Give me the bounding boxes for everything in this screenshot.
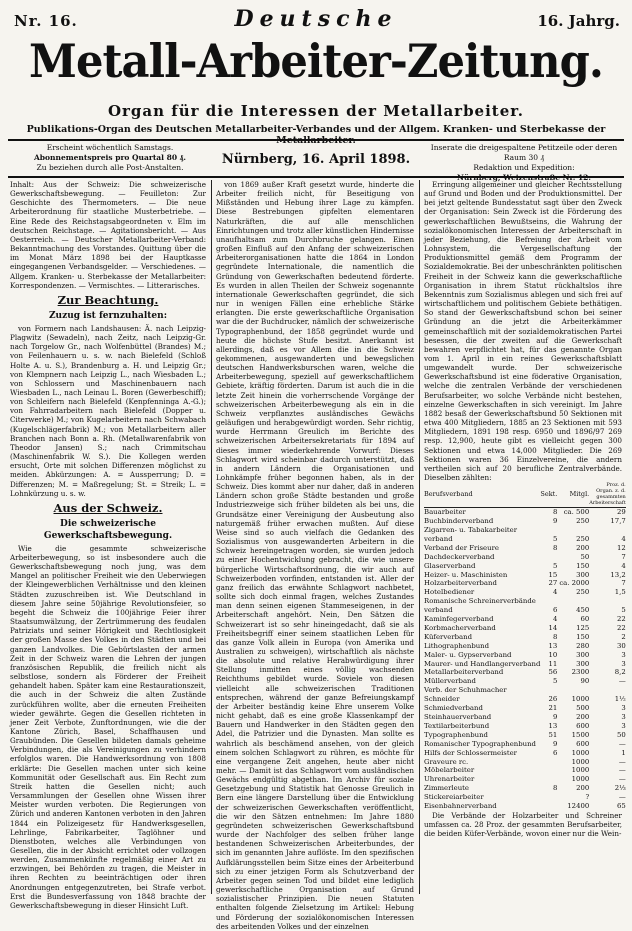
- table-cell: Bauarbeiter: [424, 508, 466, 517]
- table-cell: Schneider: [424, 695, 460, 704]
- column-3: [424, 180, 626, 894]
- table-cell: —: [618, 793, 626, 802]
- table-cell: 56: [548, 668, 558, 677]
- table-cell: Heizer- u. Maschinisten: [424, 570, 508, 579]
- table-cell: —: [618, 677, 626, 686]
- table-cell: ca. 2000: [559, 579, 590, 588]
- table-cell: 1,5: [614, 588, 626, 597]
- table-cell: 5: [621, 606, 626, 615]
- table-cell: 90: [580, 677, 590, 686]
- table-cell: 12: [616, 543, 626, 552]
- table-cell: verband: [424, 534, 453, 543]
- info-appearance: Erscheint wöchentlich Samstags.: [46, 143, 174, 152]
- table-cell: Möbelarbeiter: [424, 766, 475, 775]
- table-row: [424, 677, 626, 686]
- header-rule: [8, 139, 624, 141]
- table-cell: 1000: [571, 748, 590, 757]
- table-cell: 27: [548, 579, 558, 588]
- volume-year: 16. Jahrg.: [537, 12, 620, 30]
- table-row: [424, 624, 626, 633]
- table-cell: Glaserverband: [424, 561, 476, 570]
- table-cell: 200: [576, 713, 590, 721]
- table-cell: 1000: [571, 775, 590, 784]
- issue-date: Nürnberg, 16. April 1898.: [221, 152, 411, 167]
- table-row: [424, 606, 626, 615]
- article-continuation: von 1869 außer Kraft gesetzt wurde, hinderte die Arbeiter freilich nicht, für Beseitigung von Mißständen und Hebung ihrer Lage zu kämpfen. Diese Bestrebungen gipfelten elementaren Naturkräften, die auf alle menschlichen Einrichtungen und trotz aller künstlichen Hindernisse unaufhaltsam zum Durchbruche gelangen. Einen großen Einfluß auf den Anfang der schweizerischen Arbeiterorganisationen hatte die 1864 in London gegründete Internationale, die namentlich die Gründung von Gewerkschaften bedeutend förderte. Es wurden in allen Theilen der Schweiz sogenannte internationale Gewerkschaften gegründet, die sich nur in wenigen Fällen eine erhebliche Stärke erlangten. Die erste gewerkschaftliche Organisation war die der Buchdrucker, nämlich der schweizerische Typographenbund, der 1858 gegründet wurde und heute die höchste Stufe besitzt. Anerkannt ist allerdings, daß es vor Allem die in die Schweiz gekommenen, ausgewanderten und bewegslichen deutschen Handwerksburschen waren, welche die Arbeiterbewegung, speziell auf gewerkschaftlichem Gebiete, kräftig förderten. Darum ist auch die in die letzte Zeit hinein die vorherrschende Vorgänge der schweizerischen Arbeiterbewegung als ein in die Schweiz verpflanztes ausländisches Gewächs geläufigen und herabgewürdigt worden. Sehr richtig, wurde Herrmann Greulich im Berichte des schweizerischen Arbeitersekretariats für 1894 auf dieses immer wiederkehrende Vorwurf: Dieses Schlagwort wird scheinbar dadurch unterstützt, daß in andern Ländern die Organisationen und Lohnkämpfe früher begonnen haben, als in der Schweiz. Dies kommt aber nur daher, daß in anderen Ländern schon große Städte bestanden und große Industriezweige sich früher bildeten als bei uns, die Grundsätze einer Vereinigung der Ausbeutung also naturgemäß früher erwachen mußten. Auf diese Weise sind so auch vielfach die Gedanken des Sozialismus von ausgewanderten Arbeitern in die Schweiz hereingetragen worden, sie wurden jedoch zu einer Hochentwicklung gebracht, die wie unsere bürgerliche Wirtschaftsordnung, die wir auch auf Schweizerboden vorfinden, entstanden ist. Aller der ganz freilich das erwähnte Schlagwort nachbetet, sollte sich doch einmal fragen, welches Zustandes man denn seinen eigenen Stammeseigenen, in der Arbeiterschaft angehört. Nein, Den Sätzen die Schweizerart ist so sehr hineingedacht, daß sie als Freiheitsbegriff einer seinem staatlichen Leben für das ganze Volk allein in Europa (von Amerika und Australien zu schweigen), wirtschaftlich als nächste die absolute und relative Herabwürdigung ihrer Stellung inmitten eines völlig wachsenden Reichthums gebildet wurde. Soviele von diesen vielleicht alle schweizerischen Traditionen entsprechen, während der ganze Befreiungskampf der Arbeiter beständig keine Ehre unserem Volke nicht gehabt, daß es eine große Klassenkampf der Bauern und Handwerker in den Städten gegen den Adel, die Patrizier und die Dynasten. Man sollte es wahrlich als beschämend ansehen, von der gleich einem solchen Schlagwort zu rühren, es möchte für eine vergangene Zeit angehen, heute aber nicht mehr. — Damit ist das Schlagwort vom ausländischen Gewächs endgültig abgethan. Im Archiv für soziale Gesetzgebung und Statistik hat Genosse Greulich in Bern eine längere Darstellung über die Entwicklung der schweizerischen Gewerkschaften veröffentlicht, die wir den Sätzen entnehmen: Im Jahre 1880 gegründeten schweizerischen Gewerkschaftsbund wurde der Nachfolger des selben früher lange bestandenen Schweizerischen Arbeiterbundes, der sich im genannten Jahre auflöste. Im den spezifischen Aufklärungsstellen beim Sitze eines der Arbeiterbund sich zu einer jetzigen Form als Schutzverband der Arbeiter gegen seinen Tod und bildet eine lediglich gewerkschaftliche Organisation auf Grund sozialistischer Prinzipien. Die neuen Statuten enthalten folgende Zielsetzung im Artikel: Hebung und Förderung der sozialökonomischen Interessen des arbeitenden Volkes und der einzelnen: [216, 180, 414, 931]
- table-cell: 280: [576, 641, 590, 650]
- table-cell: 600: [576, 739, 590, 748]
- article-text-3b: Die Verbände der Holzarbeiter und Schreiner umfassen ca. 28 Proz. der gesammten Berufsarbeiter, die beiden Küfer-Verbände, wovon einer nur die Wein-: [424, 810, 622, 839]
- table-cell: 450: [576, 606, 590, 615]
- table-cell: 2300: [571, 668, 590, 677]
- table-cell: 500: [576, 704, 590, 713]
- table-cell: 50: [580, 552, 590, 561]
- table-cell: 9: [552, 739, 558, 748]
- table-cell: 10: [548, 650, 558, 659]
- table-cell: Küferverband: [424, 632, 472, 641]
- table-row: [424, 758, 626, 767]
- column-2: [216, 180, 414, 931]
- table-row: [424, 544, 626, 553]
- table-cell: 3: [621, 650, 626, 659]
- table-header: Proz. d. Organ. z. d. gesammten Arbeiterschaft: [589, 482, 626, 507]
- table-row: [424, 588, 626, 597]
- table-cell: Hotelbediener: [424, 588, 475, 597]
- table-cell: Kaminfegerverband: [424, 615, 494, 624]
- table-cell: ca. 500: [563, 508, 590, 517]
- table-header: Mitgl.: [557, 482, 589, 508]
- table-cell: [540, 553, 557, 562]
- table-cell: 250: [576, 517, 590, 526]
- info-redaktion: Redaktion und Expedition:: [473, 163, 575, 172]
- column-divider-1: [211, 180, 212, 894]
- table-cell: 2⅓: [614, 784, 626, 793]
- table-row: [424, 615, 626, 624]
- table-cell: 200: [576, 784, 590, 793]
- table-row: [424, 713, 626, 722]
- table-row: [424, 562, 626, 571]
- table-cell: 300: [576, 650, 590, 659]
- table-cell: 1500: [571, 730, 590, 739]
- table-cell: [540, 793, 557, 802]
- table-cell: 6: [552, 606, 558, 615]
- table-row: [424, 802, 626, 811]
- table-cell: 9: [552, 517, 558, 526]
- table-cell: Graveure rc.: [424, 757, 469, 766]
- info-inserate: Inserate die dreigespaltene Petitzeile oder deren Raum 30 ₰: [430, 143, 618, 162]
- table-row: [424, 660, 626, 669]
- table-cell: 200: [576, 543, 590, 552]
- masthead-subtitle: Organ für die Interessen der Metallarbeiter.: [107, 102, 525, 120]
- table-cell: Verb. der Schuhmacher: [424, 686, 507, 695]
- table-cell: 4: [552, 615, 558, 624]
- table-cell: Maler- u. Gypserverband: [424, 650, 512, 659]
- table-row: [424, 749, 626, 758]
- table-header: Berufsverband: [424, 482, 540, 508]
- table-cell: 1000: [571, 695, 590, 704]
- table-cell: 600: [576, 721, 590, 730]
- table-cell: 2: [621, 632, 626, 641]
- table-row: [424, 535, 626, 544]
- table-cell: 12400: [567, 802, 590, 811]
- table-row: [424, 651, 626, 660]
- table-cell: 150: [576, 561, 590, 570]
- table-cell: 125: [576, 623, 590, 632]
- table-row: [424, 579, 626, 588]
- table-cell: Romanischer Typographenbund: [424, 739, 536, 748]
- table-cell: 21: [548, 704, 558, 713]
- table-cell: [540, 802, 557, 811]
- article-title: Aus der Schweiz.: [53, 500, 163, 515]
- table-cell: 4: [621, 561, 626, 570]
- table-cell: 5: [552, 534, 558, 543]
- info-post: Zu beziehen durch alle Post-Anstalten.: [36, 163, 184, 172]
- table-cell: —: [618, 775, 626, 784]
- table-cell: 300: [576, 659, 590, 668]
- article-text: Wie die gesammte schweizerische Arbeiterbewegung, so ist insbesondere auch die Gewerkschaftsbewegung noch jung, was dem Mangel an politischer Freiheit wie den Ueberwiegen der Kleingewerblichen Verhältnisse und den kleinen Städten zuzuschreiben ist. Wie Deutschland in diesem Jahre seine 50jährige Revolutionsfeier, so begeht die Schweiz die 100jährige Feier ihrer Staatsumwälzung, der Zertrümmerung des feudalen Patriziats und seiner Hörigkeit und Rechtlosigkeit der großen Masse des Volkes in den Städten und bei ganzen Landvolkes. Die Gebürtslasten der armen Zeit in der Schweiz waren die Lehren der jungen französischen Republik, die freilich nicht als selbstlose, sondern als Förderer der Freiheit gehandelt haben. Später kam eine Restaurationszeit, die auch in der Schweiz die alten Zustände zurückführen wollte, aber die erneuten Freiheiten wieder gewährte. Gegen die Gesellen richteten in jener Zeit Verbote, Zunftordnungen, wie die der Kantone Zürich, Basel, Schaffhausen und Graubünden. Die Gesellen bildeten damals geheime Verbindungen, die als Vereinigungen zu verhindern erfolglos waren. Die Handwerksordnung von 1808 erklärte: Die Gesellen machen unter sich keine Kommunität oder Gesellschaft aus. Ein Recht zum Streik hatten die Gesellen nicht; auch Versammlungen der Gesellen ohne Wissen ihrer Meister wurden verboten. Die Regierungen von Zürich und anderen Kantonen verboten in den Jahren 1844 ein Polizeigesetz für Handwerksgesellen, Lehrlinge, Fabrikarbeiter, Taglöhner und Dienstboten, welches alle Verbindungen von Gesellen, die in der Absicht errichtet oder vollzogen werden, Zusammenkünfte regelmäßig einer Art zu erzwingen, bei Behörden zu tragen, die Meister in ihren Rechten zu beeinträchtigen oder ihren Anordnungen entgegenzutreten, bei Strafe verbot. Erst die Bundesverfassung von 1848 brachte der Gewerkschaftsbewegung in dieser Hinsicht Luft.: [10, 543, 206, 910]
- table-cell: [540, 597, 557, 606]
- table-cell: 1000: [571, 766, 590, 775]
- table-cell: Textilarbeiterbund: [424, 721, 490, 730]
- masthead-top: Deutsche: [234, 6, 398, 32]
- table-cell: Romanische Schreinerverbände: [424, 597, 536, 606]
- table-row: [424, 668, 626, 677]
- table-cell: 4: [552, 588, 558, 597]
- table-cell: 5: [552, 677, 558, 686]
- table-cell: Stickereiarbeiter: [424, 793, 484, 802]
- table-row: [424, 597, 626, 606]
- issue-number: Nr. 16.: [14, 12, 78, 30]
- column-1: [10, 180, 206, 910]
- table-header: Sekt.: [540, 482, 557, 508]
- column-divider-2: [419, 180, 420, 894]
- table-cell: 9: [552, 713, 558, 721]
- article-text-3: Erringung allgemeiner und gleicher Rechtsstellung auf Grund und Boden und der Produktionsmittel. Der bei jetzt geltende Bundesstatut sagt über den Zweck der Organisation: Sein Zweck ist die Förderung des gewerkschaftlichen Bewußtseins, die Wahrung der sozialökonomischen Interessen der Arbeiterschaft in jeder Beziehung, die Befreiung der Arbeit vom Lohnsystem, die Vergesellschaftung der Produktionsmittel gemäß dem Programm der Sozialdemokratie. Bei der unbeschränkten politischen Freiheit in der Schweiz kann die gewerkschaftliche Organisation in ihrem Statut rückhaltslos ihre Bekenntnis zum Sozialismus ablegen und sich frei auf wirtschaftlichem und politischem Gebiete bethätigen. So stand der Gewerkschaftsbund schon bei seiner Gründung an die jetzt die Arbeiterkämmer gemeinschaftlich mit der sozialdemokratischen Partei besessen, die der zweiten auf die Gewerkschaft bewahren verpflichtet hat, für das genannte Organ vom 1. April in ein reines Gewerkschaftsblatt umgewandelt wurde. Der schweizerische Gewerkschaftsbund ist eine föderative Organisation, welche die zentralen Verbände der verschiedenen Berufsarbeiter, wo solche Verbände nicht bestehen, einzelne Gewerkschaften in sich vereinigt. Im Jahre 1882 besaß der Gewerkschaftsbund 50 Sektionen mit etwa 400 Mitgliedern, 1885 an 23 Sektionen mit 593 Mitgliedern, 1891 198 resp. 6950 und 1896/97 269 resp. 12,900, heute gibt es vielleicht gegen 300 Sektionen und etwa 14,000 Mitglieder. Die 269 Sektionen waren 36 Einzelvereine, die andern vertheilen sich auf 20 berufliche Zentralverbände. Dieselben zählten:: [424, 180, 622, 482]
- table-cell: Eisenbahnerverband: [424, 802, 497, 811]
- table-cell: 14: [548, 623, 558, 632]
- masthead-publication-line: Publikations-Organ des Deutschen Metallarbeiter-Verbandes und der Allgem. Kranken- und Sterbekasse der: [26, 124, 606, 135]
- table-cell: 1½: [614, 695, 626, 704]
- table-cell: [540, 686, 557, 695]
- table-cell: Dachdeckerverband: [424, 552, 495, 561]
- table-cell: 3: [621, 659, 626, 668]
- table-cell: 8,2: [614, 668, 626, 677]
- table-cell: [589, 526, 626, 535]
- table-row: [424, 571, 626, 580]
- table-row: [424, 633, 626, 642]
- table-cell: Zigarren- u. Tabakarbeiter: [424, 525, 518, 534]
- table-row: [424, 526, 626, 535]
- table-cell: 13: [548, 641, 558, 650]
- article-subtitle: Die schweizerische Gewerkschaftsbewegung.: [43, 518, 173, 541]
- notice-subtitle: Zuzug ist fernzuhalten:: [48, 310, 168, 321]
- table-cell: 11: [548, 659, 558, 668]
- table-cell: Buchbinderverband: [424, 517, 494, 526]
- table-cell: 300: [576, 570, 590, 579]
- table-cell: 29: [616, 508, 626, 517]
- table-row: [424, 508, 626, 517]
- table-cell: 13: [548, 721, 558, 730]
- table-cell: 65: [616, 802, 626, 811]
- masthead-title: Metall-Arbeiter-Zeitung.: [29, 34, 603, 88]
- table-row: [424, 775, 626, 784]
- table-cell: 4: [621, 534, 626, 543]
- table-cell: 250: [576, 588, 590, 597]
- table-cell: 22: [616, 615, 626, 624]
- table-header-row: [424, 482, 626, 508]
- table-cell: 3: [621, 713, 626, 721]
- table-cell: Lithographenbund: [424, 641, 490, 650]
- table-cell: 26: [548, 695, 558, 704]
- table-cell: Typographenbund: [424, 730, 488, 739]
- membership-table: [424, 482, 626, 811]
- table-cell: Zimmerleute: [424, 784, 469, 793]
- table-cell: 30: [616, 641, 626, 650]
- table-cell: 3: [621, 721, 626, 730]
- table-cell: 50: [616, 730, 626, 739]
- table-cell: 8: [552, 508, 558, 517]
- table-cell: Steinhauerverband: [424, 713, 492, 721]
- table-cell: 51: [548, 730, 558, 739]
- table-cell: 22: [616, 623, 626, 632]
- table-cell: Holzarbeiterverband: [424, 579, 497, 588]
- table-cell: [540, 766, 557, 775]
- table-cell: Hilfs der Schlossermeister: [424, 748, 517, 757]
- table-cell: [540, 775, 557, 784]
- table-cell: Maurer- und Handlangerverband: [424, 659, 541, 668]
- notice-title: Zur Beachtung.: [57, 292, 159, 307]
- table-cell: [540, 758, 557, 767]
- notice-text: von Formern nach Landshausen: Ä. nach Leipzig-Plagwitz (Sewadeln), nach Zeitz, nach Leipzig-Gr. nach Torgelow Gr., nach Wolfenbüttel (Brandes) M.; von Feilenhauern u. s. w. nach Bielefeld (Schloß Holte A. u. S.), Brandenburg a. H. und Leipzig Gr.; von Klempnern nach Leipzig L., nach Wiesbaden L.; von Schlossern und Maschinenbauern nach Wiesbaden L., nach Leinau L. Boren (Gewerbeschiff); von Schleifern nach Bielefeld (Kenpfenninga A.-G.); von Fahrradarbeitern nach Bielefeld (Dopper u. Citerwerke) M.; von Kugelarbeitern nach Schwabach (Kugelschlägerfabrik) M.; von Metallarbeitern aller Branchen nach Bonn a. Rh. (Metallwarenfabrik von Theodor Jansen) S.; nach Crimmitschau (Maschinenfabrik W. S.). Die Kollegen werden ersucht, Orte mit solchen Differenzen möglichst zu meiden. Abkürzungen: A. = Aussperrung; D. = Differenzen; M. = Maßregelung; St. = Streik; L. = Lohnkürzung u. s. w.: [10, 323, 206, 498]
- table-cell: 8: [552, 632, 558, 641]
- table-row: [424, 642, 626, 651]
- table-cell: 7: [621, 579, 626, 588]
- table-cell: —: [618, 739, 626, 748]
- table-cell: Müllerverband: [424, 677, 476, 686]
- table-cell: 15: [548, 570, 558, 579]
- table-cell: [557, 526, 589, 535]
- table-cell: 250: [576, 534, 590, 543]
- table-cell: 13,2: [610, 570, 626, 579]
- table-cell: [557, 686, 589, 695]
- table-row: [424, 517, 626, 526]
- table-row: [424, 722, 626, 731]
- table-cell: Schmiedverband: [424, 704, 483, 713]
- table-row: [424, 740, 626, 749]
- info-rule: [8, 176, 624, 178]
- table-cell: 150: [576, 632, 590, 641]
- table-cell: [557, 597, 589, 606]
- table-cell: 6: [552, 748, 558, 757]
- table-cell: verband: [424, 606, 453, 615]
- table-row: [424, 553, 626, 562]
- table-row: [424, 704, 626, 713]
- table-cell: —: [618, 766, 626, 775]
- table-cell: Korbmacherverband: [424, 623, 496, 632]
- table-row: [424, 695, 626, 704]
- table-cell: —: [618, 757, 626, 766]
- table-cell: 1: [621, 748, 626, 757]
- table-row: [424, 766, 626, 775]
- table-cell: [589, 597, 626, 606]
- table-cell: 7: [621, 552, 626, 561]
- table-row: [424, 686, 626, 695]
- table-cell: 8: [552, 543, 558, 552]
- table-cell: 8: [552, 784, 558, 793]
- table-cell: 3: [621, 704, 626, 713]
- table-row: [424, 731, 626, 740]
- table-cell: Uhrenarbeiter: [424, 775, 475, 784]
- table-row: [424, 784, 626, 793]
- table-cell: 5: [552, 561, 558, 570]
- table-cell: Verband der Friseure: [424, 543, 499, 552]
- table-cell: [589, 686, 626, 695]
- table-row: [424, 793, 626, 802]
- info-left: [10, 143, 210, 173]
- info-price: Abonnementspreis pro Quartal 80 ₰.: [33, 153, 187, 162]
- contents: Inhalt: Aus der Schweiz: Die schweizerische Gewerkschaftsbewegung. — Feuilleton: Zur Geschichte des Thermometers. — Die neue Arbeiterordnung für staatliche Musterbetriebe. — Eine Rede des Reichstagsabgeordneten v. Elm im deutschen Reichstage. — Agitationsbericht. — Aus Oesterreich. — Deutscher Metallarbeiter-Verband: Bekanntmachung des Vorstandes. Quittung über die im Monat März 1898 bei der Hauptkasse eingegangenen Verbandsgelder. — Verschiedenes. — Allgem. Kranken- u. Sterbekasse der Metallarbeiter: Korrespondenzen. — Vermischtes. — Litterarisches.: [10, 180, 206, 290]
- table-cell: 60: [580, 615, 590, 624]
- table-cell: ?: [585, 793, 590, 802]
- table-cell: Metallarbeiterverband: [424, 668, 504, 677]
- table-cell: [540, 526, 557, 535]
- table-cell: 17,7: [610, 517, 626, 526]
- table-cell: 1000: [571, 757, 590, 766]
